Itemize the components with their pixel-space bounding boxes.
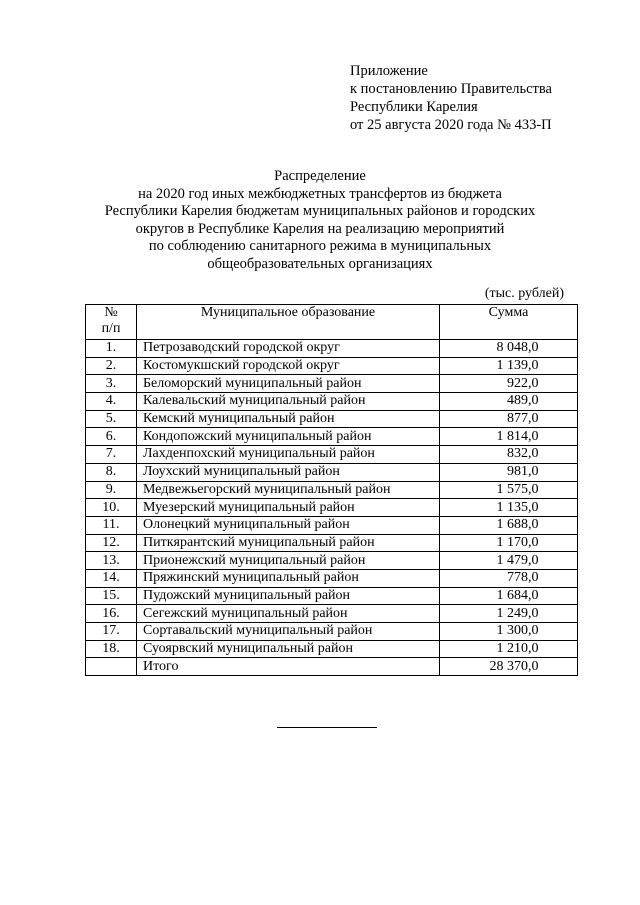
row-number: 17. (86, 623, 137, 641)
row-sum-cell (440, 375, 578, 393)
row-number: 2. (86, 357, 137, 375)
row-municipality: Пряжинский муниципальный район (137, 569, 440, 587)
table-row (86, 340, 578, 358)
row-municipality: Кондопожский муниципальный район (137, 428, 440, 446)
units-label: (тыс. рублей) (484, 286, 564, 301)
closing-line (277, 727, 377, 728)
table-body (86, 340, 578, 676)
row-sum: 1 210,0 (496, 641, 539, 657)
row-sum: 1 479,0 (496, 552, 539, 568)
row-municipality: Лоухский муниципальный район (137, 463, 440, 481)
row-number: 3. (86, 375, 137, 393)
appendix-line: Приложение (350, 63, 428, 79)
row-sum: 28 370,0 (489, 658, 539, 674)
table-row (86, 463, 578, 481)
row-sum: 981,0 (507, 464, 539, 480)
row-sum-cell (440, 428, 578, 446)
row-sum-cell (440, 569, 578, 587)
row-sum: 1 688,0 (496, 517, 539, 533)
row-number: 13. (86, 552, 137, 570)
row-number: 16. (86, 605, 137, 623)
table-row (86, 357, 578, 375)
row-sum-cell (440, 605, 578, 623)
row-number: 5. (86, 410, 137, 428)
table-row (86, 552, 578, 570)
appendix-line: к постановлению Правительства (350, 81, 552, 97)
row-sum: 778,0 (507, 570, 539, 586)
title-line: Распределение (274, 168, 366, 184)
row-sum: 877,0 (507, 411, 539, 427)
table-row (86, 516, 578, 534)
row-sum-cell (440, 481, 578, 499)
row-number: 8. (86, 463, 137, 481)
row-sum: 8 048,0 (496, 340, 539, 356)
total-row (86, 658, 578, 676)
row-sum-cell (440, 534, 578, 552)
row-sum-cell (440, 552, 578, 570)
row-number: 18. (86, 640, 137, 658)
row-number: 14. (86, 569, 137, 587)
row-number: 4. (86, 393, 137, 411)
row-municipality: Олонецкий муниципальный район (137, 516, 440, 534)
header-sum: Сумма (440, 305, 578, 340)
table-row (86, 428, 578, 446)
table-row (86, 481, 578, 499)
row-sum-cell (440, 463, 578, 481)
table-row (86, 446, 578, 464)
title-line: по соблюдению санитарного режима в муниципальных (148, 238, 492, 254)
row-municipality: Костомукшский городской округ (137, 357, 440, 375)
row-municipality: Сортавальский муниципальный район (137, 623, 440, 641)
row-municipality: Кемский муниципальный район (137, 410, 440, 428)
row-sum-cell (440, 340, 578, 358)
title-line: Республики Карелия бюджетам муниципальных районов и городских (104, 203, 536, 219)
row-sum: 1 575,0 (496, 481, 539, 497)
appendix-line: Республики Карелия (350, 99, 478, 115)
distribution-table (85, 304, 578, 676)
table-row (86, 499, 578, 517)
row-sum: 1 814,0 (496, 428, 539, 444)
row-sum: 1 170,0 (496, 534, 539, 550)
title-line: округов в Республике Карелия на реализацию мероприятий (135, 220, 505, 237)
row-sum: 1 139,0 (496, 358, 539, 374)
table-row (86, 534, 578, 552)
table-row (86, 623, 578, 641)
row-municipality: Прионежский муниципальный район (137, 552, 440, 570)
row-number: 7. (86, 446, 137, 464)
row-sum-cell (440, 640, 578, 658)
row-sum-cell (440, 499, 578, 517)
row-sum-cell (440, 357, 578, 375)
row-sum: 922,0 (507, 375, 539, 391)
row-sum: 1 300,0 (496, 623, 539, 639)
row-sum-cell (440, 587, 578, 605)
row-number: 6. (86, 428, 137, 446)
row-number: 10. (86, 499, 137, 517)
row-municipality: Пудожский муниципальный район (137, 587, 440, 605)
table-row (86, 410, 578, 428)
row-sum: 832,0 (507, 446, 539, 462)
row-number: 1. (86, 340, 137, 358)
row-municipality: Калевальский муниципальный район (137, 393, 440, 411)
row-sum-cell (440, 410, 578, 428)
row-municipality: Питкярантский муниципальный район (137, 534, 440, 552)
row-number: 15. (86, 587, 137, 605)
table-row (86, 393, 578, 411)
title-line: на 2020 год иных межбюджетных трансфертов из бюджета (138, 185, 502, 202)
row-municipality: Суоярвский муниципальный район (137, 640, 440, 658)
row-sum: 1 249,0 (496, 605, 539, 621)
header-number-line2: п/п (101, 321, 121, 336)
table-row (86, 640, 578, 658)
row-municipality: Муезерский муниципальный район (137, 499, 440, 517)
row-sum-cell (440, 658, 578, 676)
title-line: общеобразовательных организациях (207, 255, 433, 272)
table-row (86, 375, 578, 393)
table-header-row (86, 305, 578, 340)
table-row (86, 605, 578, 623)
header-number-line1: № (104, 305, 118, 320)
row-sum-cell (440, 623, 578, 641)
appendix-block (350, 62, 552, 134)
row-number: 9. (86, 481, 137, 499)
row-number: 11. (86, 516, 137, 534)
document-title (60, 168, 580, 273)
header-number (86, 305, 137, 340)
row-municipality: Лахденпохский муниципальный район (137, 446, 440, 464)
row-municipality: Итого (137, 658, 440, 676)
row-municipality: Беломорский муниципальный район (137, 375, 440, 393)
header-municipality: Муниципальное образование (137, 305, 440, 340)
table-row (86, 587, 578, 605)
appendix-line: от 25 августа 2020 года № 433-П (350, 117, 552, 133)
row-sum: 1 135,0 (496, 499, 539, 515)
row-sum-cell (440, 516, 578, 534)
row-sum: 1 684,0 (496, 587, 539, 603)
row-municipality: Медвежьегорский муниципальный район (137, 481, 440, 499)
row-sum: 489,0 (507, 393, 539, 409)
table-row (86, 569, 578, 587)
row-sum-cell (440, 393, 578, 411)
row-number: 12. (86, 534, 137, 552)
row-municipality: Петрозаводский городской округ (137, 340, 440, 358)
row-sum-cell (440, 446, 578, 464)
row-municipality: Сегежский муниципальный район (137, 605, 440, 623)
row-number (86, 658, 137, 676)
